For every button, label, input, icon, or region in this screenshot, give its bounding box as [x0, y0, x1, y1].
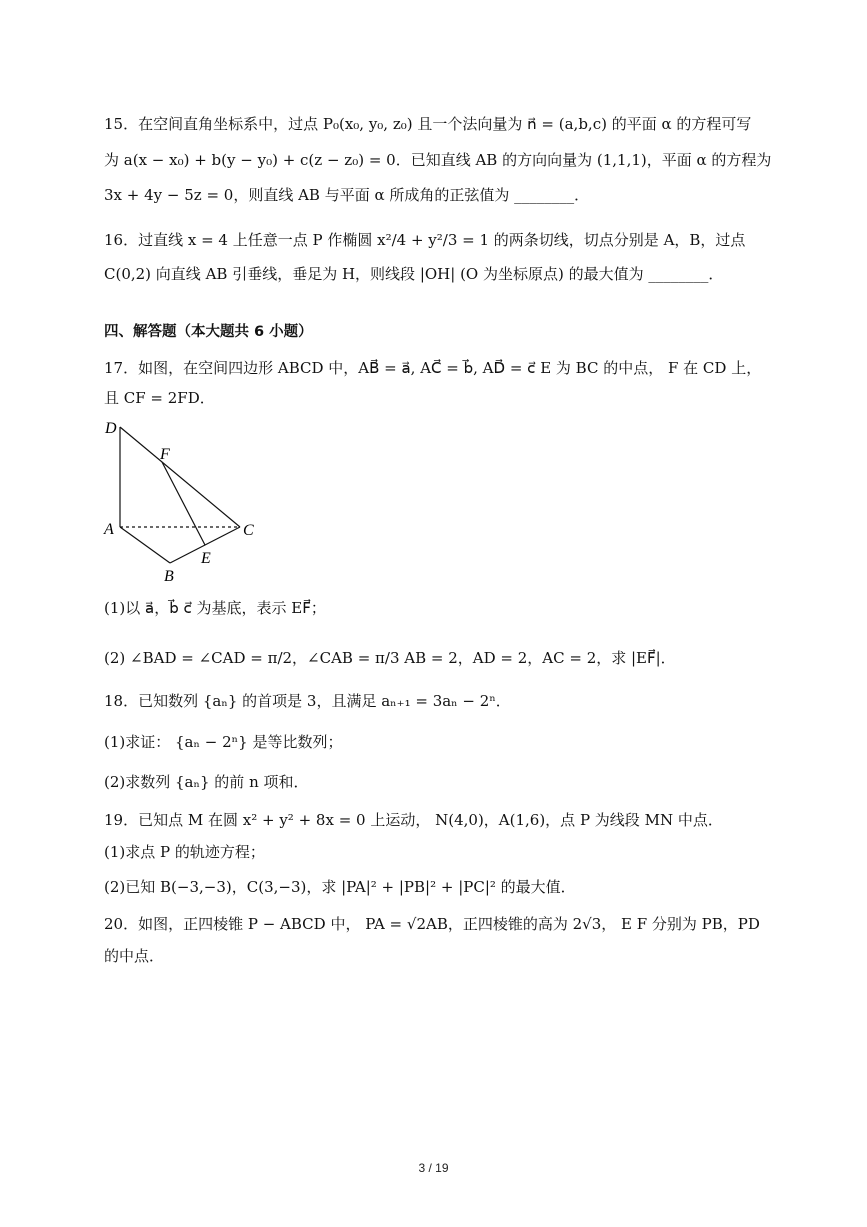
- q15-line-3: 3x + 4y − 5z = 0，则直线 AB 与平面 α 所成角的正弦值为 ________．: [104, 186, 590, 204]
- q18-part-1: (1)求证： {aₙ − 2ⁿ} 是等比数列；: [104, 733, 343, 751]
- q18-line-1: 18．已知数列 {aₙ} 的首项是 3，且满足 aₙ₊₁ = 3aₙ − 2ⁿ．: [104, 692, 511, 710]
- q20-line-1: 20．如图，正四棱锥 P − ABCD 中， PA = √2AB，正四棱锥的高为 2√3， E F 分别为 PB，PD: [104, 915, 760, 933]
- q16-line-1: 16．过直线 x = 4 上任意一点 P 作椭圆 x²/4 + y²/3 = 1 的两条切线，切点分别是 A，B，过点: [104, 231, 746, 249]
- label-A: A: [104, 521, 114, 538]
- label-F: F: [160, 446, 170, 463]
- edge-FE: [162, 462, 205, 545]
- label-E: E: [201, 550, 211, 567]
- q17-line-1: 17．如图，在空间四边形 ABCD 中，AB⃗ = a⃗, AC⃗ = b⃗, AD⃗ = c⃗ E 为 BC 的中点， F 在 CD 上，: [104, 359, 762, 377]
- q16-line-2: C(0,2) 向直线 AB 引垂线，垂足为 H，则线段 |OH| (O 为坐标原点) 的最大值为 ________．: [104, 265, 724, 283]
- section-heading: 四、解答题（本大题共 6 小题）: [104, 324, 313, 340]
- q19-part-1: (1)求点 P 的轨迹方程；: [104, 843, 265, 861]
- edge-AB: [120, 527, 170, 563]
- label-B: B: [164, 568, 174, 585]
- q20-line-2: 的中点．: [104, 947, 165, 965]
- q18-part-2: (2)求数列 {aₙ} 的前 n 项和．: [104, 773, 309, 791]
- label-C: C: [243, 522, 254, 539]
- page-number: 3 / 19: [418, 1161, 449, 1175]
- q15-line-1: 15．在空间直角坐标系中，过点 P₀(x₀, y₀, z₀) 且一个法向量为 n⃗ = (a,b,c) 的平面 α 的方程可写: [104, 115, 752, 133]
- q17-line-2: 且 CF = 2FD．: [104, 389, 215, 407]
- q19-line-1: 19．已知点 M 在圆 x² + y² + 8x = 0 上运动， N(4,0)，A(1,6)，点 P 为线段 MN 中点．: [104, 811, 723, 829]
- q17-part-2: (2) ∠BAD = ∠CAD = π/2，∠CAB = π/3 AB = 2，AD = 2，AC = 2，求 |EF⃗|．: [104, 649, 676, 667]
- q19-part-2: (2)已知 B(−3,−3)，C(3,−3)，求 |PA|² + |PB|² + |PC|² 的最大值．: [104, 878, 576, 896]
- edge-DC: [120, 427, 240, 527]
- label-D: D: [105, 420, 117, 437]
- tetrahedron-figure: [100, 415, 270, 587]
- q15-line-2: 为 a(x − x₀) + b(y − y₀) + c(z − z₀) = 0．已知直线 AB 的方向向量为 (1,1,1)，平面 α 的方程为: [104, 151, 772, 169]
- q17-part-1: (1)以 a⃗，b⃗ c⃗ 为基底，表示 EF⃗；: [104, 599, 326, 617]
